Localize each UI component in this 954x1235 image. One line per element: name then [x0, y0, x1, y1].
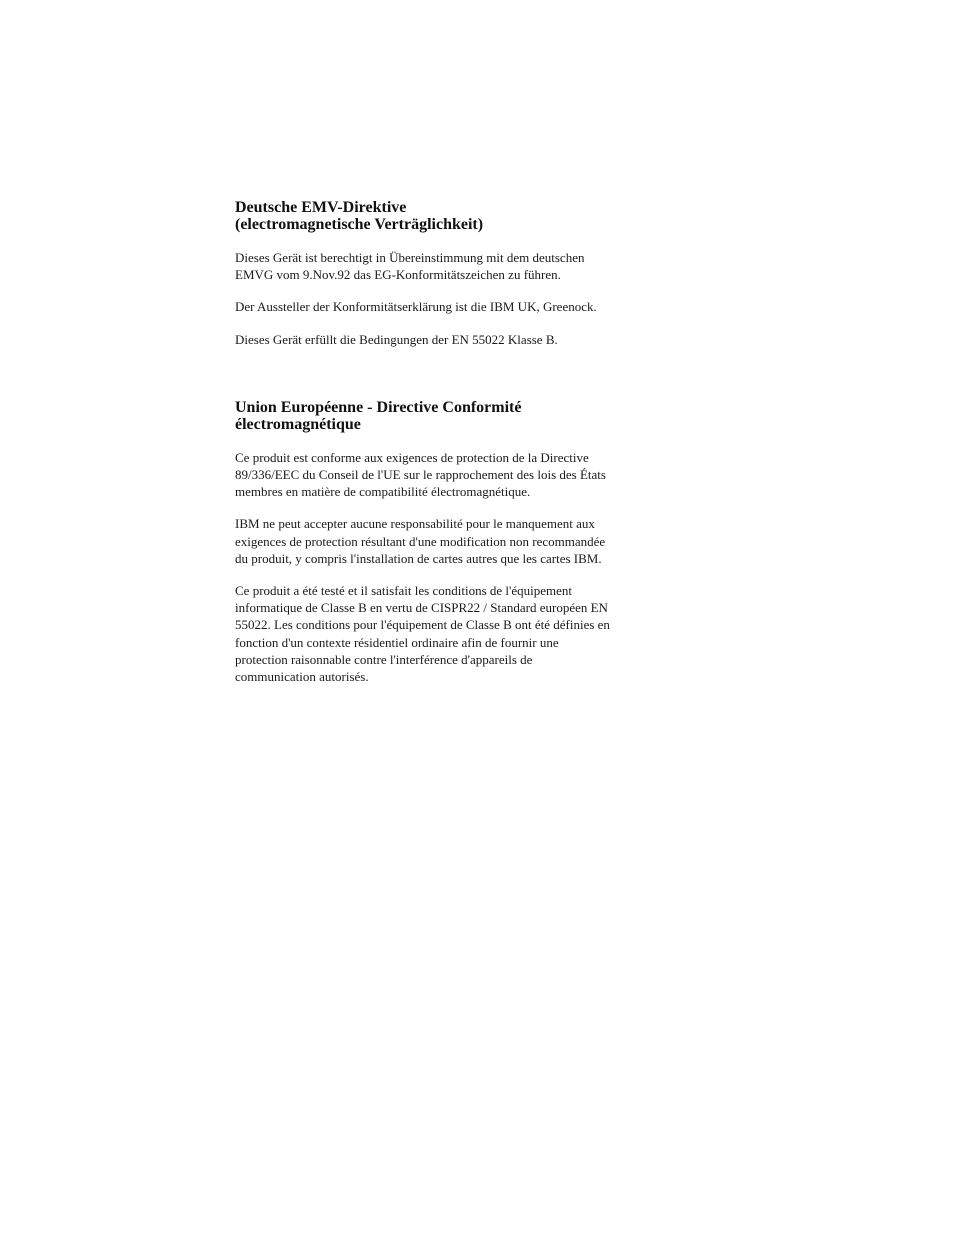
- heading-line: Union Européenne - Directive Conformité: [235, 398, 522, 416]
- paragraph-line: du produit, y compris l'installation de cartes autres que les cartes IBM.: [235, 550, 602, 566]
- paragraph-line: EMVG vom 9.Nov.92 das EG-Konformitätszeichen zu führen.: [235, 267, 561, 283]
- section-german-emv: [235, 199, 675, 348]
- paragraph-line: 55022. Les conditions pour l'équipement de Classe B ont été définies en: [235, 617, 610, 633]
- paragraph-line: fonction d'un contexte résidentiel ordinaire afin de fournir une: [235, 634, 559, 650]
- heading-line: électromagnétique: [235, 415, 361, 433]
- paragraph-line: Ce produit a été testé et il satisfait les conditions de l'équipement: [235, 583, 573, 599]
- paragraph: [235, 449, 675, 501]
- section-heading: [235, 199, 675, 233]
- document-body: [235, 199, 675, 685]
- paragraph: [235, 515, 675, 567]
- paragraph-line: membres en matière de compatibilité électromagnétique.: [235, 484, 531, 500]
- paragraph-line: Dieses Gerät ist berechtigt in Übereinstimmung mit dem deutschen: [235, 250, 585, 265]
- paragraph: [235, 582, 675, 685]
- paragraph-line: exigences de protection résultant d'une modification non recommandée: [235, 533, 606, 549]
- paragraph-line: communication autorisés.: [235, 669, 369, 685]
- paragraph: [235, 249, 675, 283]
- heading-line: (electromagnetische Verträglichkeit): [235, 216, 484, 233]
- paragraph-line: Der Aussteller der Konformitätserklärung ist die IBM UK, Greenock.: [235, 299, 597, 315]
- section-heading: [235, 399, 675, 433]
- paragraph-line: Dieses Gerät erfüllt die Bedingungen der EN 55022 Klasse B.: [235, 331, 558, 347]
- paragraph-line: protection raisonnable contre l'interférence d'appareils de: [235, 651, 533, 667]
- paragraph: [235, 331, 675, 348]
- section-eu-directive: [235, 399, 675, 685]
- paragraph: [235, 298, 675, 315]
- paragraph-line: Ce produit est conforme aux exigences de protection de la Directive: [235, 449, 589, 465]
- paragraph-line: IBM ne peut accepter aucune responsabilité pour le manquement aux: [235, 516, 595, 532]
- paragraph-line: 89/336/EEC du Conseil de l'UE sur le rapprochement des lois des États: [235, 467, 606, 483]
- heading-line: Deutsche EMV-Direktive: [235, 199, 407, 216]
- paragraph-line: informatique de Classe B en vertu de CISPR22 / Standard européen EN: [235, 600, 608, 616]
